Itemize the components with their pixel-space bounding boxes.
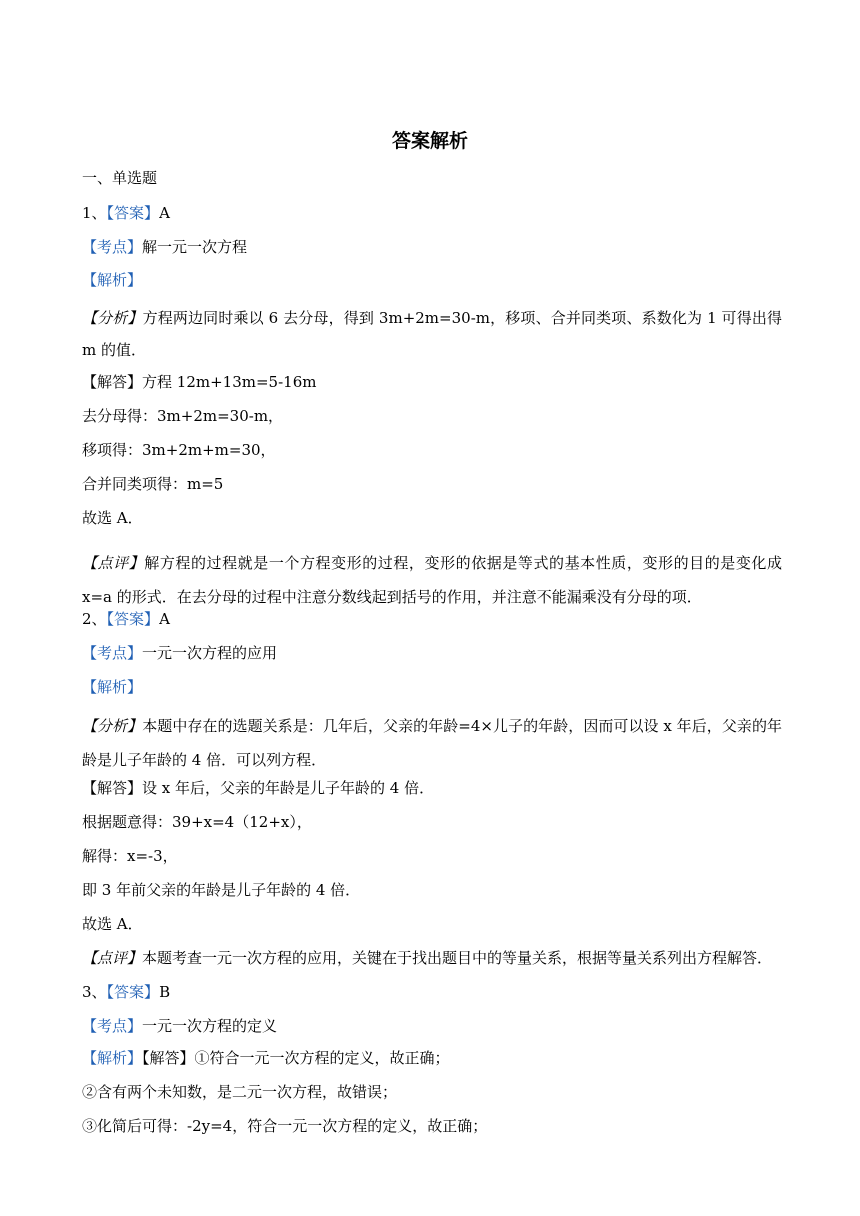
kaodian-tag: 【考点】 bbox=[82, 644, 143, 662]
q1-step-2: 移项得：3m+2m+m=30， bbox=[82, 441, 276, 459]
q2-jieda: 设 x 年后，父亲的年龄是儿子年龄的 4 倍． bbox=[142, 779, 435, 797]
q2-kaodian: 一元一次方程的应用 bbox=[142, 644, 278, 662]
q1-kaodian: 解一元一次方程 bbox=[142, 238, 248, 256]
q1-jiexi-tag: 【解析】 bbox=[82, 271, 143, 289]
q2-step-1: 根据题意得：39+x=4（12+x）， bbox=[82, 813, 312, 831]
q2-dianping-para bbox=[82, 948, 782, 968]
q2-dianping: 本题考查一元一次方程的应用，关键在于找出题目中的等量关系，根据等量关系列出方程解答． bbox=[142, 949, 773, 967]
kaodian-tag: 【考点】 bbox=[82, 238, 143, 256]
q2-kaodian-line bbox=[82, 643, 782, 663]
q3-step-1: ②含有两个未知数，是二元一次方程，故错误； bbox=[82, 1083, 398, 1101]
q2-jieda-line bbox=[82, 778, 782, 798]
q2-choose: 故选 A． bbox=[82, 915, 143, 933]
fenxi-tag: 【分析】 bbox=[82, 717, 143, 735]
q3-jiexi-line bbox=[82, 1048, 782, 1068]
page-title: 答案解析 bbox=[391, 130, 468, 152]
q3-answer: B bbox=[159, 983, 171, 1001]
answer-tag: 【答案】 bbox=[106, 610, 160, 628]
q1-dianping-para bbox=[82, 512, 782, 614]
answer-tag: 【答案】 bbox=[106, 983, 160, 1001]
q1-answer-line bbox=[82, 203, 782, 223]
q1-choose: 故选 A． bbox=[82, 509, 143, 527]
kaodian-tag: 【考点】 bbox=[82, 1017, 143, 1035]
answer-tag: 【答案】 bbox=[106, 204, 160, 222]
q2-fenxi: 本题中存在的选题关系是：几年后，父亲的年龄=4×儿子的年龄，因而可以设 x 年后，父亲的年龄是儿子年龄的 4 倍．可以列方程． bbox=[82, 717, 782, 769]
q1-answer: A bbox=[159, 204, 170, 222]
q1-jieda: 方程 12m+13m=5-16m bbox=[142, 373, 317, 391]
q3-kaodian: 一元一次方程的定义 bbox=[142, 1017, 278, 1035]
q2-fenxi-para bbox=[82, 709, 782, 777]
q1-fenxi-para bbox=[82, 302, 782, 366]
q3-step-2: ③化简后可得：-2y=4，符合一元一次方程的定义，故正确； bbox=[82, 1117, 488, 1135]
q2-step-3: 即 3 年前父亲的年龄是儿子年龄的 4 倍． bbox=[82, 881, 361, 899]
q2-jiexi-tag: 【解析】 bbox=[82, 678, 143, 696]
jiexi-tag: 【解析】 bbox=[82, 1049, 143, 1067]
dianping-tag: 【点评】 bbox=[82, 554, 145, 572]
q2-number: 2、 bbox=[82, 610, 107, 628]
q3-number: 3、 bbox=[82, 983, 107, 1001]
q1-step-1: 去分母得：3m+2m=30-m， bbox=[82, 407, 284, 425]
fenxi-tag: 【分析】 bbox=[82, 309, 143, 327]
q1-kaodian-line bbox=[82, 237, 782, 257]
jieda-tag: 【解答】 bbox=[142, 1049, 195, 1067]
q3-answer-line bbox=[82, 982, 782, 1002]
q3-kaodian-line bbox=[82, 1016, 782, 1036]
jieda-tag: 【解答】 bbox=[82, 779, 143, 797]
q1-jieda-line bbox=[82, 372, 782, 392]
q1-dianping: 解方程的过程就是一个方程变形的过程，变形的依据是等式的基本性质，变形的目的是变化成 x=a 的形式．在去分母的过程中注意分数线起到括号的作用，并注意不能漏乘没有分母的项． bbox=[82, 554, 782, 606]
q2-answer: A bbox=[159, 610, 170, 628]
q3-jieda: ①符合一元一次方程的定义，故正确； bbox=[194, 1049, 450, 1067]
q1-fenxi: 方程两边同时乘以 6 去分母，得到 3m+2m=30-m，移项、合并同类项、系数化为 1 可得出得 m 的值． bbox=[82, 309, 782, 359]
dianping-tag: 【点评】 bbox=[82, 949, 143, 967]
section-heading: 一、单选题 bbox=[82, 169, 158, 187]
jieda-tag: 【解答】 bbox=[82, 373, 143, 391]
q2-step-2: 解得：x=-3， bbox=[82, 847, 178, 865]
q1-step-3: 合并同类项得：m=5 bbox=[82, 475, 224, 493]
q1-number: 1、 bbox=[82, 204, 107, 222]
q2-answer-line bbox=[82, 609, 782, 629]
